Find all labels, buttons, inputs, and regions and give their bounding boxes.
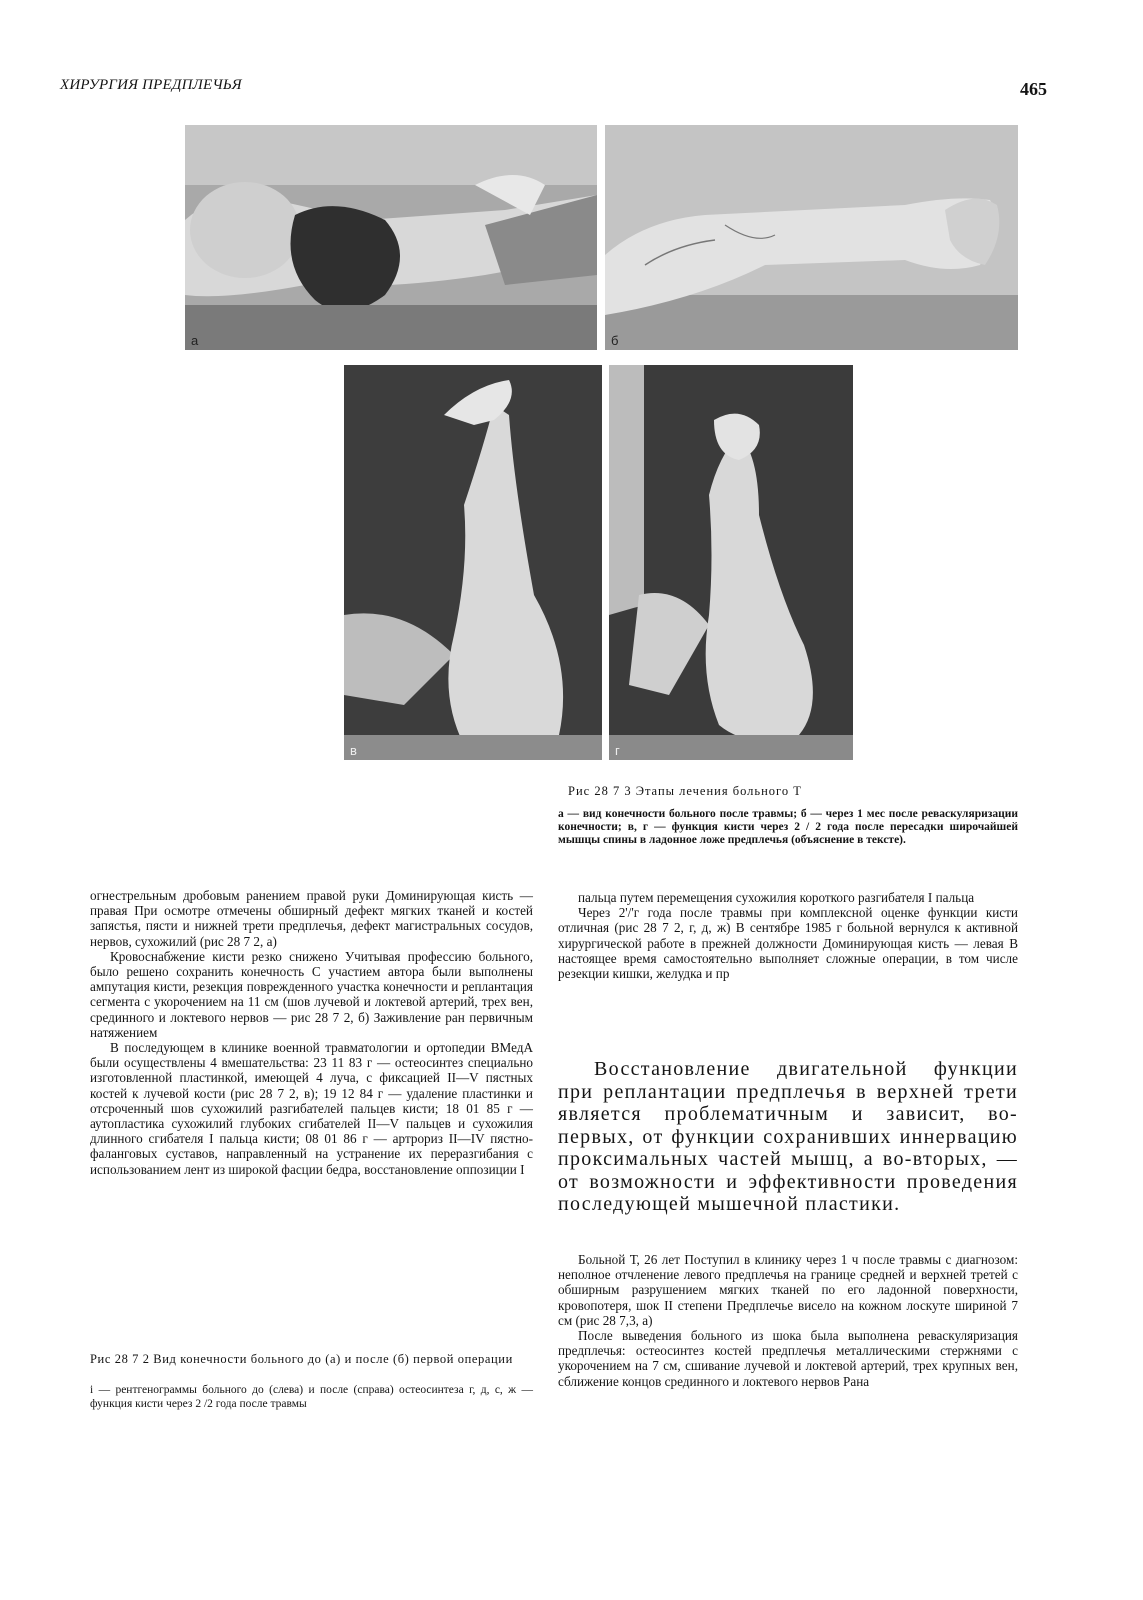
panel-label-a: а: [191, 333, 199, 348]
panel-label-b: б: [611, 333, 619, 348]
figure-photo-a: [185, 125, 597, 350]
right-column-top: [558, 890, 1018, 981]
figure-872-caption-title: Рис 28 7 2 Вид конечности больного до (а) и после (б) первой операции: [90, 1352, 513, 1366]
panel-label-g: г: [615, 743, 620, 758]
figure-873-caption-title: Рис 28 7 3 Этапы лечения больного Т: [568, 784, 802, 798]
figure-photo-v: [344, 365, 602, 760]
figure-photo-g: [609, 365, 853, 760]
left-column: [90, 888, 533, 1177]
paragraph: пальца путем перемещения сухожилия короткого разгибателя I пальца: [578, 890, 975, 905]
right-column-case: [558, 1252, 1018, 1389]
section-heading: Восстановление двигательной функции при реплантации предплечья в верхней трети является проблематичным и зависит, во-первых, от функции сохранивших иннервацию проксимальных частей мышц, а во-вторых, — от возможности и эффективности проведения последующей мышечной пластики.: [558, 1058, 1018, 1215]
paragraph: Больной Т, 26 лет Поступил в клинику через 1 ч после травмы с диагнозом: неполное отчленение левого предплечья на границе средней и верхней третей с обширным разрушением мягких тканей по его ладонной поверхности, кровопотеря, шок II степени Предплечье висело на кожном лоскуте шириной 7 см (рис 28 7,3, а): [558, 1252, 1018, 1328]
figure-photo-b: [605, 125, 1018, 350]
paragraph: Через 2'/'г года после травмы при комплексной оценке функции кисти отличная (рис 28 7 2, г, д, ж) В сентябре 1985 г больной вернулся к активной хирургической работе в прежней должности Доминирующая кисть — левая В настоящее время самостоятельно выполняет сложные операции, в том числе резекции кишки, желудка и пр: [558, 905, 1018, 982]
paragraph: Кровоснабжение кисти резко снижено Учитывая профессию больного, было решено сохранить конечность С участием автора были выполнены ампутация кисти, резекция поврежденного участка конечности и реплантация сегмента с укорочением на 11 см (шов лучевой и локтевой артерий, трех вен, срединного и локтевого нервов — рис 28 7 2, б) Заживление ран первичным натяжением: [90, 948, 533, 1040]
figure-873-caption-body: а — вид конечности больного после травмы; б — через 1 мес после реваскуляризации конечности; в, г — функция кисти через 2 / 2 года после пересадки широчайшей мышцы спины в ладонное ложе предплечья (объяснение в тексте).: [558, 808, 1018, 846]
panel-label-v: в: [350, 743, 357, 758]
paragraph: В последующем в клинике военной травматологии и ортопедии ВМедА были осуществлены 4 вмешательства: 23 11 83 г — остеосинтез специально изготовленной пластинкой, имеющей 4 луча, с фиксацией II—V пястных костей к лучевой кости (рис 28 7 2, в); 19 12 84 г — удаление пластинки и отсроченный шов сухожилий разгибателей пальцев кисти; 18 01 85 г — аутопластика сухожилий глубоких сгибателей II—V пальцев и сухожилия длинного сгибателя I пальца кисти; 08 01 86 г — артрориз II—IV пястно-фаланговых суставов, направленный на устранение их переразгибания с использованием лент из широкой фасции бедра, восстановление оппозиции I: [90, 1040, 533, 1177]
paragraph: огнестрельным дробовым ранением правой руки Доминирующая кисть — правая При осмотре отмечены обширный дефект мягких тканей и костей запястья, пясти и нижней трети предплечья, дефект магистральных сосудов, нервов, сухожилий (рис 28 7 2, а): [90, 888, 533, 949]
paragraph: После выведения больного из шока была выполнена реваскуляризация предплечья: остеосинтез костей предплечья металлическими стержнями с укорочением на 7 см, сшивание лучевой и локтевой артерий, трех крупных вен, сближение концов срединного и локтевого нервов Рана: [558, 1328, 1018, 1389]
running-head: ХИРУРГИЯ ПРЕДПЛЕЧЬЯ: [60, 77, 242, 93]
figure-872-caption-body: i — рентгенограммы больного до (слева) и после (справа) остеосинтеза г, д, с, ж — функция кисти через 2 /2 года после травмы: [90, 1384, 533, 1410]
page-number: 465: [1020, 79, 1047, 99]
